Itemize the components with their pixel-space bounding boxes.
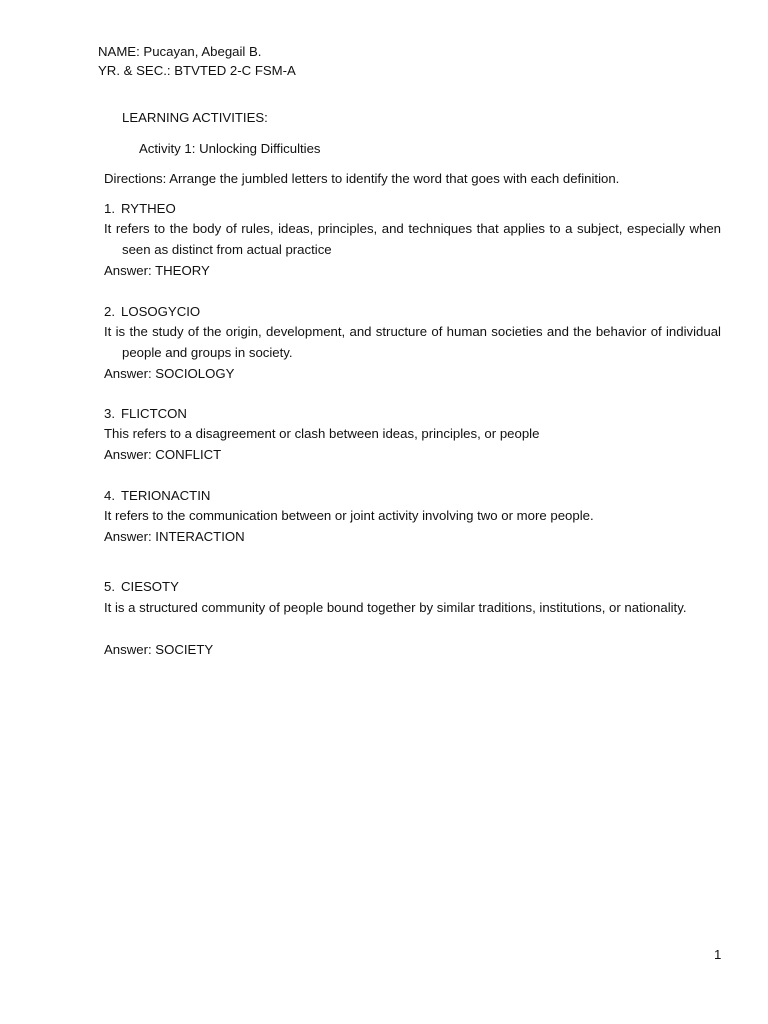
item-3-answer: Answer: CONFLICT: [104, 447, 222, 462]
item-number: 1.: [104, 201, 115, 216]
year-section: YR. & SEC.: BTVTED 2-C FSM-A: [98, 63, 296, 78]
page-number: 1: [714, 947, 722, 962]
activity-title: Activity 1: Unlocking Difficulties: [139, 141, 321, 156]
item-4-answer: Answer: INTERACTION: [104, 529, 245, 544]
item-3-definition: This refers to a disagreement or clash between ideas, principles, or people: [104, 426, 540, 441]
item-2-jumbled-word: [104, 304, 200, 320]
jumbled-letters: RYTHEO: [121, 201, 176, 216]
item-4-definition: It refers to the communication between or joint activity involving two or more people.: [104, 508, 594, 523]
learning-activities-heading: LEARNING ACTIVITIES:: [122, 110, 268, 125]
item-number: 2.: [104, 304, 115, 319]
jumbled-letters: CIESOTY: [121, 579, 179, 594]
jumbled-letters: LOSOGYCIO: [121, 304, 201, 319]
jumbled-letters: FLICTCON: [121, 406, 187, 421]
item-number: 4.: [104, 488, 115, 503]
item-number: 5.: [104, 579, 115, 594]
item-1-answer: Answer: THEORY: [104, 263, 210, 278]
item-2-definition: It is the study of the origin, development, and structure of human societies and the behavior of individual people and groups in society.: [104, 324, 721, 360]
item-1-definition: It refers to the body of rules, ideas, principles, and techniques that applies to a subject, especially when seen as distinct from actual practice: [104, 221, 721, 257]
item-5-definition: It is a structured community of people bound together by similar traditions, institutions, or nationality.: [104, 600, 687, 615]
directions: Directions: Arrange the jumbled letters to identify the word that goes with each definition.: [104, 171, 620, 186]
item-5-jumbled-word: [104, 579, 179, 595]
item-number: 3.: [104, 406, 115, 421]
student-name: NAME: Pucayan, Abegail B.: [98, 44, 262, 59]
item-3-jumbled-word: [104, 406, 187, 422]
item-4-jumbled-word: [104, 488, 210, 504]
item-1-jumbled-word: [104, 201, 176, 217]
item-2-answer: Answer: SOCIOLOGY: [104, 366, 235, 381]
item-5-answer: Answer: SOCIETY: [104, 642, 214, 657]
jumbled-letters: TERIONACTIN: [121, 488, 211, 503]
